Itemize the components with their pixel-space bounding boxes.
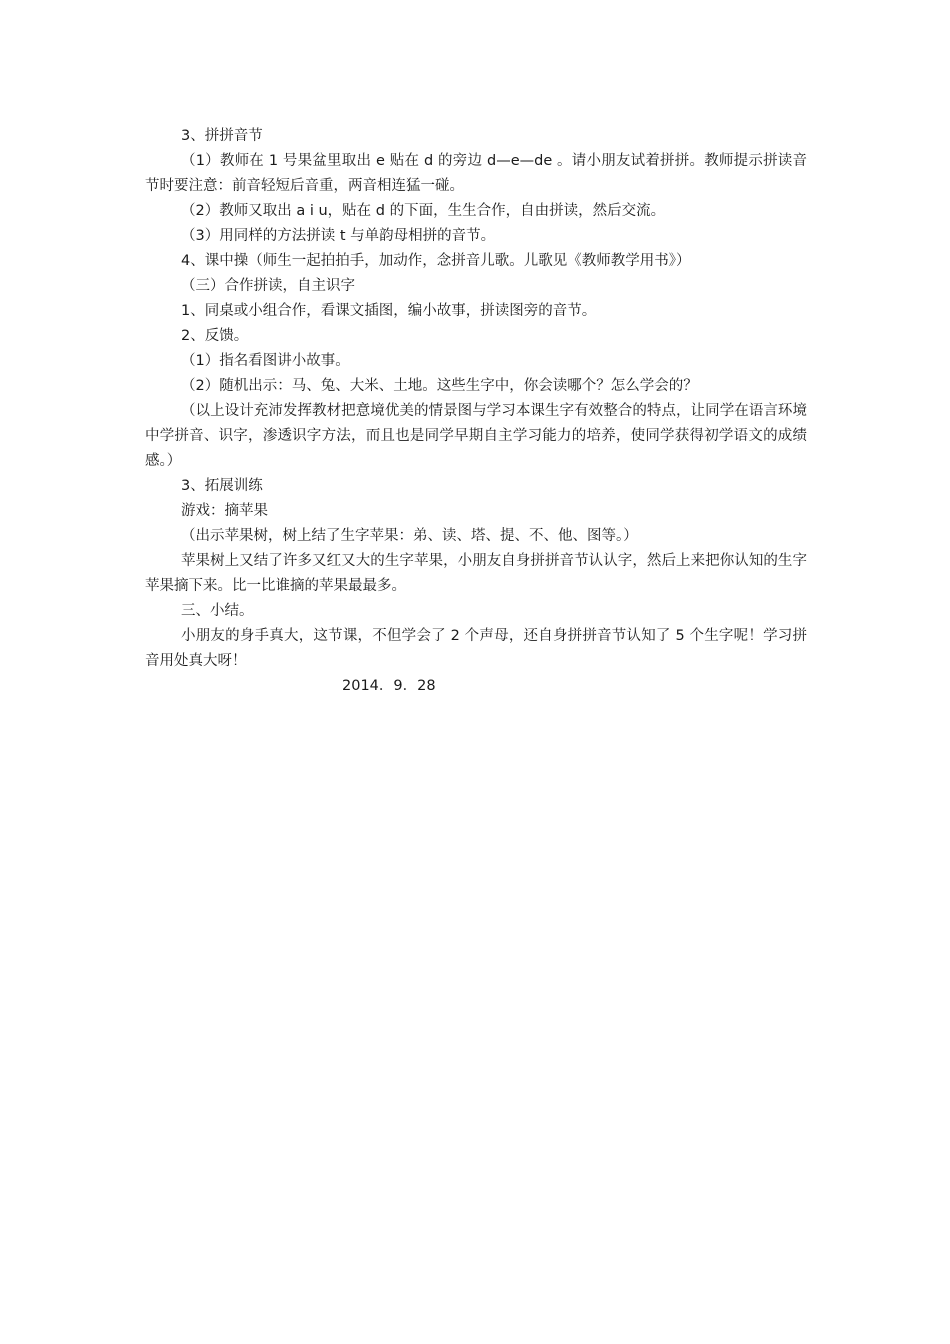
paragraph-summary-heading: 三、小结。: [181, 603, 254, 619]
document-body: [145, 124, 807, 699]
paragraph-summary: 小朋友的身手真大，这节课，不但学会了 2 个声母，还自身拼拼音节认知了 5 个生字呢！学习拼音用处真大呀！: [145, 628, 807, 669]
paragraph-section-cooperative-reading: （三）合作拼读，自主识字: [181, 278, 355, 294]
paragraph-apple-tree: （出示苹果树，树上结了生字苹果：弟、读、塔、提、不、他、图等。）: [181, 528, 638, 544]
paragraph-step-3: （3）用同样的方法拼读 t 与单韵母相拼的音节。: [181, 228, 496, 244]
paragraph-heading-spell-syllables: 3、拼拼音节: [181, 128, 263, 144]
paragraph-feedback: 2、反馈。: [181, 328, 249, 344]
paragraph-step-1: （1）教师在 1 号果盆里取出 e 贴在 d 的旁边 d—e—de 。请小朋友试着拼拼。教师提示拼读音节时要注意：前音轻短后音重，两音相连猛一碰。: [145, 153, 807, 194]
paragraph-feedback-2: （2）随机出示：马、兔、大米、土地。这些生字中，你会读哪个？怎么学会的？: [181, 378, 698, 394]
paragraph-design-note: （以上设计充沛发挥教材把意境优美的情景图与学习本课生字有效整合的特点，让同学在语言环境中学拼音、识字，渗透识字方法，而且也是同学早期自主学习能力的培养，使同学获得初学语文的成绩感。）: [145, 403, 807, 469]
paragraph-step-2: （2）教师又取出 a i u，贴在 d 的下面，生生合作，自由拼读，然后交流。: [181, 203, 666, 219]
paragraph-class-exercise: 4、课中操（师生一起拍拍手，加动作，念拼音儿歌。儿歌见《教师教学用书》）: [181, 253, 691, 269]
paragraph-group-work: 1、同桌或小组合作，看课文插图，编小故事，拼读图旁的音节。: [181, 303, 597, 319]
paragraph-apple-activity: 苹果树上又结了许多又红又大的生字苹果，小朋友自身拼拼音节认认字，然后上来把你认知的生字苹果摘下来。比一比谁摘的苹果最最多。: [145, 553, 807, 594]
document-date: 2014．9．28: [342, 678, 436, 694]
paragraph-extension-training: 3、拓展训练: [181, 478, 263, 494]
paragraph-feedback-1: （1）指名看图讲小故事。: [181, 353, 350, 369]
paragraph-game: 游戏：摘苹果: [181, 503, 268, 519]
